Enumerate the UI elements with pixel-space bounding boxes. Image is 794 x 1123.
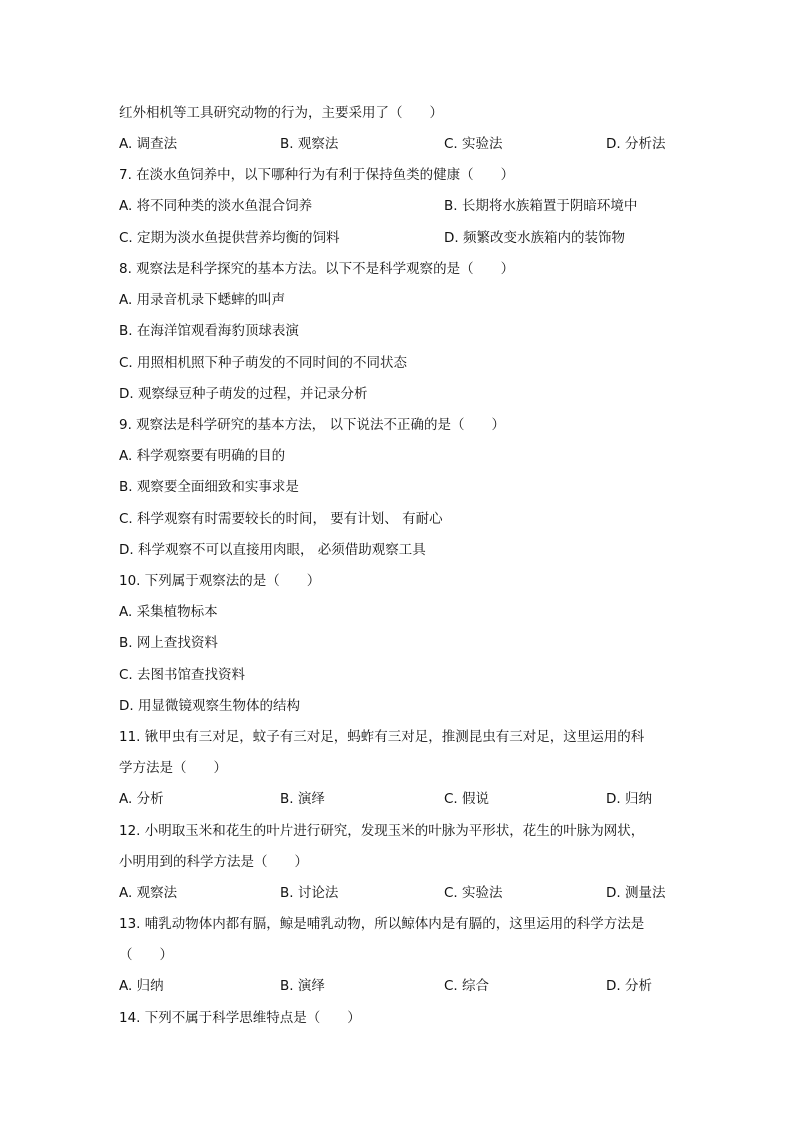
- question-13-stem-line1: 13. 哺乳动物体内都有膈，鲸是哺乳动物，所以鲸体内是有膈的，这里运用的科学方法是: [119, 916, 645, 932]
- question-13-stem-line2: （ ）: [119, 947, 173, 963]
- question-8-stem: 8. 观察法是科学探究的基本方法。以下不是科学观察的是（ ）: [119, 261, 515, 277]
- q8-option-a: A. 用录音机录下蟋蟀的叫声: [119, 292, 286, 308]
- q11-option-b: B. 演绎: [280, 791, 325, 807]
- question-12-stem-line2: 小明用到的科学方法是（ ）: [119, 854, 308, 870]
- q12-option-b: B. 讨论法: [280, 885, 339, 901]
- q11-option-d: D. 归纳: [606, 791, 652, 807]
- q10-option-a: A. 采集植物标本: [119, 604, 218, 620]
- q6-option-c: C. 实验法: [444, 136, 503, 152]
- q10-option-c: C. 去图书馆查找资料: [119, 667, 246, 683]
- q11-option-a: A. 分析: [119, 791, 164, 807]
- q13-option-d: D. 分析: [606, 978, 652, 994]
- q13-option-a: A. 归纳: [119, 978, 164, 994]
- q8-option-b: B. 在海洋馆观看海豹顶球表演: [119, 323, 299, 339]
- q7-option-c: C. 定期为淡水鱼提供营养均衡的饲料: [119, 230, 340, 246]
- question-6-stem: 红外相机等工具研究动物的行为，主要采用了（ ）: [119, 105, 443, 121]
- q9-option-d: D. 科学观察不可以直接用肉眼， 必须借助观察工具: [119, 542, 426, 558]
- q6-option-b: B. 观察法: [280, 136, 339, 152]
- q6-option-a: A. 调查法: [119, 136, 178, 152]
- q8-option-d: D. 观察绿豆种子萌发的过程，并记录分析: [119, 386, 368, 402]
- q7-option-d: D. 频繁改变水族箱内的装饰物: [444, 230, 625, 246]
- q11-option-c: C. 假说: [444, 791, 490, 807]
- question-11-stem-line1: 11. 锹甲虫有三对足，蚊子有三对足，蚂蚱有三对足，推测昆虫有三对足，这里运用的科: [119, 729, 645, 745]
- q10-option-d: D. 用显微镜观察生物体的结构: [119, 698, 300, 714]
- question-7-stem: 7. 在淡水鱼饲养中，以下哪种行为有利于保持鱼类的健康（ ）: [119, 167, 515, 183]
- q7-option-b: B. 长期将水族箱置于阴暗环境中: [444, 198, 638, 214]
- question-12-stem-line1: 12. 小明取玉米和花生的叶片进行研究，发现玉米的叶脉为平形状，花生的叶脉为网状，: [119, 823, 645, 839]
- question-9-stem: 9. 观察法是科学研究的基本方法， 以下说法不正确的是（ ）: [119, 417, 505, 433]
- question-11-stem-line2: 学方法是（ ）: [119, 760, 227, 776]
- q8-option-c: C. 用照相机照下种子萌发的不同时间的不同状态: [119, 355, 408, 371]
- q12-option-c: C. 实验法: [444, 885, 503, 901]
- q9-option-a: A. 科学观察要有明确的目的: [119, 448, 286, 464]
- question-10-stem: 10. 下列属于观察法的是（ ）: [119, 573, 321, 589]
- q12-option-a: A. 观察法: [119, 885, 178, 901]
- question-14-stem: 14. 下列不属于科学思维特点是（ ）: [119, 1010, 361, 1026]
- q10-option-b: B. 网上查找资料: [119, 635, 218, 651]
- q7-option-a: A. 将不同种类的淡水鱼混合饲养: [119, 198, 313, 214]
- q13-option-c: C. 综合: [444, 978, 490, 994]
- q9-option-b: B. 观察要全面细致和实事求是: [119, 479, 299, 495]
- q6-option-d: D. 分析法: [606, 136, 666, 152]
- q13-option-b: B. 演绎: [280, 978, 325, 994]
- q12-option-d: D. 测量法: [606, 885, 666, 901]
- q9-option-c: C. 科学观察有时需要较长的时间， 要有计划、 有耐心: [119, 511, 443, 527]
